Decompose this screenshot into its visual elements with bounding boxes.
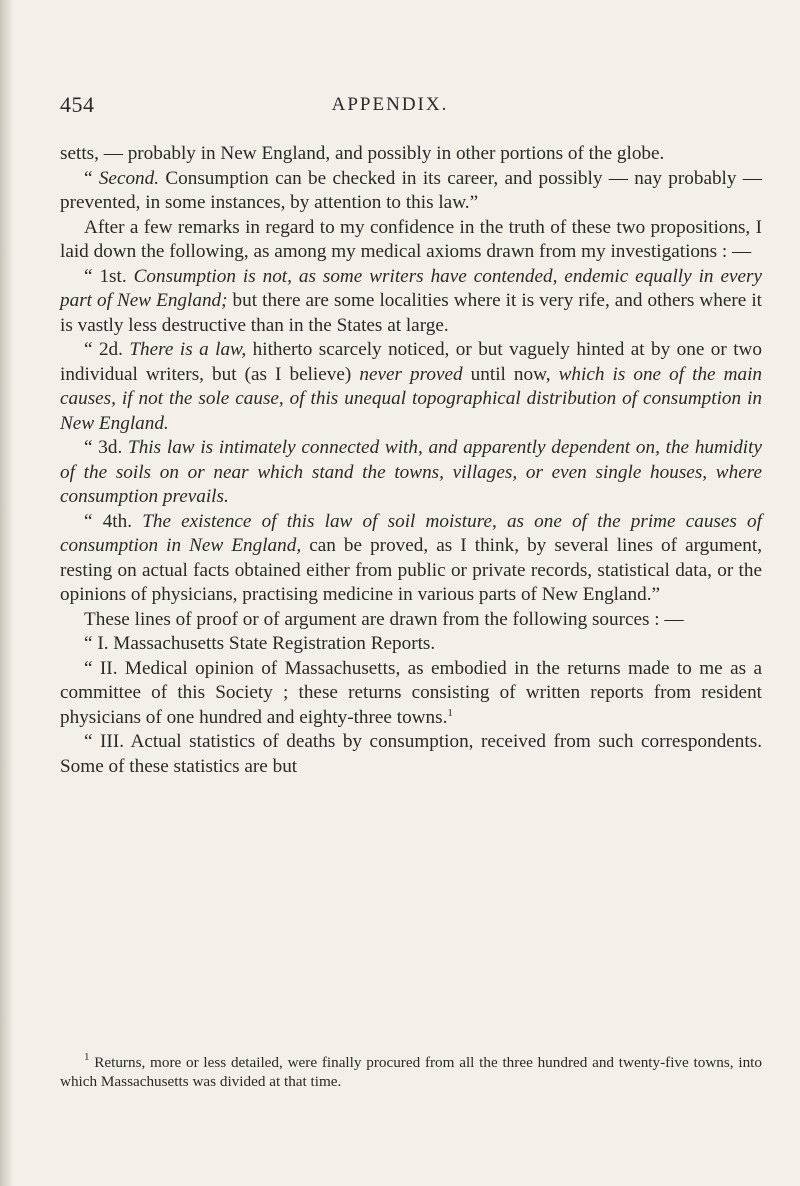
paragraph: “ 1st. Consumption is not, as some writers have contended, endemic equally in every part of New England; but there are some localities where it is very rife, and others where it is vastly less destructive than in the States at large. bbox=[60, 265, 762, 336]
body-text bbox=[60, 142, 762, 779]
page-gutter-shadow bbox=[0, 0, 14, 1186]
footnote-reference: 1 bbox=[447, 706, 453, 719]
paragraph: “ I. Massachusetts State Registration Reports. bbox=[84, 633, 436, 654]
paragraph: “ II. Medical opinion of Massachusetts, as embodied in the returns made to me as a committee of this Society ; these returns consisting of written reports from resident physicians of one hundred and eighty-three towns.$^1$ bbox=[60, 657, 762, 728]
page-header bbox=[60, 92, 760, 122]
footnote bbox=[60, 1051, 762, 1091]
paragraph: “ 3d. This law is intimately connected with, and apparently dependent on, the humidity of the soils on or near which stand the towns, villages, or even single houses, where consumption prevails. bbox=[60, 437, 762, 507]
footnote-text: Returns, more or less detailed, were finally procured from all the three hundred and twenty-five towns, into which Massachusetts was divided at that time. bbox=[60, 1054, 762, 1090]
paragraph: “ 2d. There is a law, hitherto scarcely noticed, or but vaguely hinted at by one or two individual writers, but (as I believe) never proved until now, which is one of the main causes, if not the sole cause, of this unequal topographical distribution of consumption in New England. bbox=[60, 339, 762, 434]
paragraph: “ III. Actual statistics of deaths by consumption, received from such correspondents. Some of these statistics are but bbox=[60, 731, 762, 777]
paragraph: “ Second. Consumption can be checked in its career, and possibly — nay probably — prevented, in some instances, by attention to this law.” bbox=[60, 167, 762, 213]
paragraph: “ 4th. The existence of this law of soil moisture, as one of the prime causes of consumption in New England, can be proved, as I think, by several lines of argument, resting on actual facts obtained either from public or private records, statistical data, or the opinions of physicians, practising medicine in various parts of New England.” bbox=[60, 510, 763, 605]
page-number: 454 bbox=[60, 92, 95, 117]
paragraph: These lines of proof or of argument are drawn from the following sources : — bbox=[84, 608, 684, 630]
paragraph: After a few remarks in regard to my confidence in the truth of these two propositions, I laid down the following, as among my medical axioms drawn from my investigations : — bbox=[60, 216, 762, 262]
footnote-marker: 1 bbox=[84, 1051, 90, 1063]
running-head: APPENDIX. bbox=[331, 94, 449, 115]
paragraph: setts, — probably in New England, and possibly in other portions of the globe. bbox=[60, 143, 665, 164]
